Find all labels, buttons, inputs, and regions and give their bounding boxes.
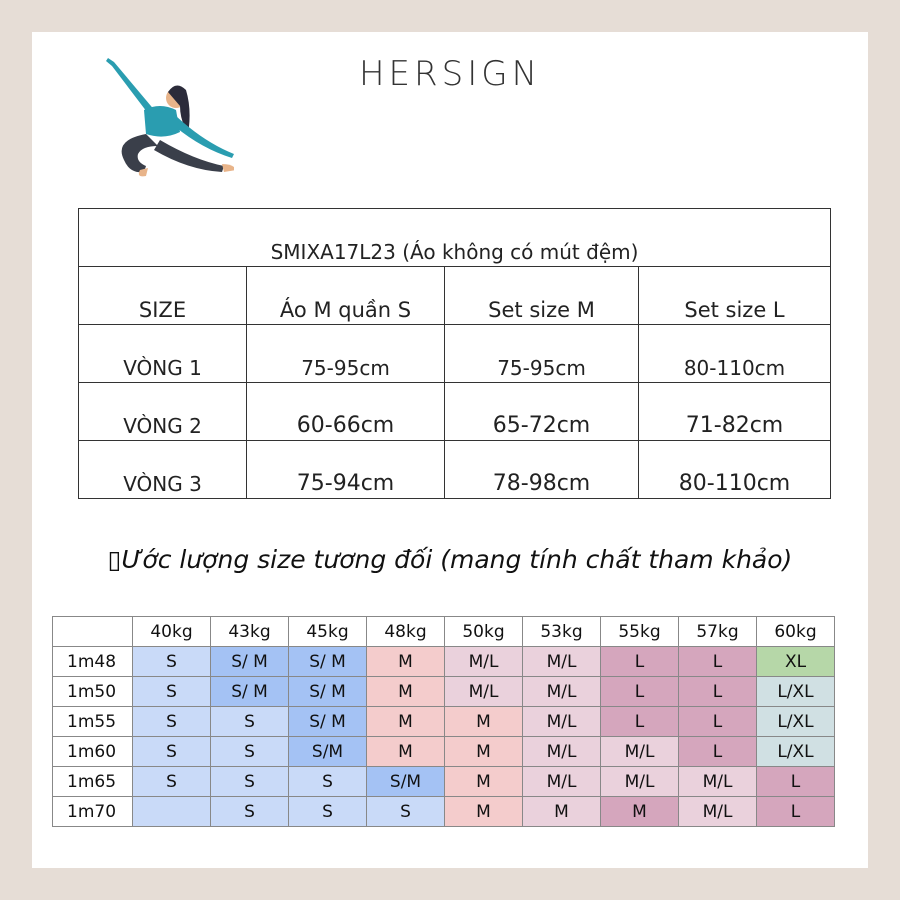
size-estimate-cell: L/XL: [757, 677, 835, 707]
size-estimate-cell: L: [601, 647, 679, 677]
size-header: Set size M: [445, 267, 639, 325]
height-label: 1m65: [53, 767, 133, 797]
missing-glyph-icon: ▯: [107, 545, 122, 574]
size-estimate-cell: M/L: [445, 647, 523, 677]
size-estimate-cell: M/L: [679, 797, 757, 827]
size-estimate-cell: S: [133, 737, 211, 767]
weight-header: 60kg: [757, 617, 835, 647]
size-estimate-cell: S/ M: [211, 677, 289, 707]
size-estimate-cell: M: [445, 707, 523, 737]
size-estimate-cell: S: [211, 737, 289, 767]
weight-header: 57kg: [679, 617, 757, 647]
size-cell: 71-82cm: [639, 383, 831, 441]
size-estimate-cell: M/L: [679, 767, 757, 797]
weight-header: 43kg: [211, 617, 289, 647]
size-row-label: VÒNG 1: [79, 325, 247, 383]
size-estimate-cell: L: [679, 647, 757, 677]
estimate-heading: [32, 545, 868, 574]
size-estimate-cell: S: [367, 797, 445, 827]
size-cell: 60-66cm: [247, 383, 445, 441]
size-estimate-cell: S/ M: [289, 707, 367, 737]
size-estimate-cell: L: [601, 677, 679, 707]
size-estimate-grid: [52, 616, 835, 827]
size-chart-card: [32, 32, 868, 868]
size-estimate-cell: M/L: [523, 737, 601, 767]
weight-header: 55kg: [601, 617, 679, 647]
height-label: 1m50: [53, 677, 133, 707]
size-cell: 65-72cm: [445, 383, 639, 441]
grid-row: [53, 707, 835, 737]
size-estimate-cell: S: [289, 797, 367, 827]
brand-logo: HERSIGN: [358, 54, 542, 94]
height-label: 1m48: [53, 647, 133, 677]
size-cell: 75-95cm: [445, 325, 639, 383]
size-estimate-cell: M/L: [601, 737, 679, 767]
grid-row: [53, 737, 835, 767]
size-cell: 80-110cm: [639, 441, 831, 499]
weight-header: 40kg: [133, 617, 211, 647]
estimate-title: Ước lượng size tương đối (mang tính chất tham khảo): [121, 545, 793, 574]
grid-corner: [53, 617, 133, 647]
size-estimate-cell: L: [679, 677, 757, 707]
size-estimate-cell: L: [601, 707, 679, 737]
grid-row: [53, 797, 835, 827]
size-estimate-cell: S/ M: [211, 647, 289, 677]
size-estimate-cell: M/L: [523, 647, 601, 677]
size-cell: 75-94cm: [247, 441, 445, 499]
height-label: 1m60: [53, 737, 133, 767]
size-estimate-cell: M/L: [523, 707, 601, 737]
size-estimate-cell: S: [211, 767, 289, 797]
size-estimate-cell: S: [133, 767, 211, 797]
size-estimate-cell: S: [133, 647, 211, 677]
size-estimate-cell: M/L: [445, 677, 523, 707]
size-cell: 75-95cm: [247, 325, 445, 383]
size-estimate-cell: S/M: [289, 737, 367, 767]
size-cell: 80-110cm: [639, 325, 831, 383]
size-estimate-cell: M: [523, 797, 601, 827]
size-estimate-cell: M: [367, 647, 445, 677]
size-estimate-cell: S/ M: [289, 677, 367, 707]
size-header: Áo M quần S: [247, 267, 445, 325]
size-estimate-cell: M: [601, 797, 679, 827]
weight-header: 48kg: [367, 617, 445, 647]
weight-header: 53kg: [523, 617, 601, 647]
size-estimate-cell: M: [445, 767, 523, 797]
size-row-label: VÒNG 3: [79, 441, 247, 499]
weight-header: 50kg: [445, 617, 523, 647]
size-estimate-cell: S/M: [367, 767, 445, 797]
size-estimate-cell: L/XL: [757, 737, 835, 767]
size-row-label: VÒNG 2: [79, 383, 247, 441]
size-estimate-cell: L: [757, 797, 835, 827]
size-estimate-cell: L/XL: [757, 707, 835, 737]
size-header: Set size L: [639, 267, 831, 325]
height-label: 1m55: [53, 707, 133, 737]
grid-row: [53, 647, 835, 677]
size-estimate-cell: [133, 797, 211, 827]
size-estimate-cell: M: [367, 677, 445, 707]
size-header: SIZE: [79, 267, 247, 325]
size-estimate-cell: M/L: [601, 767, 679, 797]
size-table-title: SMIXA17L23 (Áo không có mút đệm): [79, 209, 831, 267]
size-estimate-cell: M: [445, 737, 523, 767]
size-estimate-cell: XL: [757, 647, 835, 677]
size-estimate-cell: M: [367, 737, 445, 767]
size-estimate-cell: L: [679, 707, 757, 737]
size-spec-table: [78, 208, 831, 499]
size-estimate-cell: M: [367, 707, 445, 737]
size-estimate-cell: L: [757, 767, 835, 797]
weight-header: 45kg: [289, 617, 367, 647]
size-cell: 78-98cm: [445, 441, 639, 499]
height-label: 1m70: [53, 797, 133, 827]
grid-row: [53, 767, 835, 797]
size-estimate-cell: S: [211, 797, 289, 827]
grid-row: [53, 677, 835, 707]
size-estimate-cell: S/ M: [289, 647, 367, 677]
size-estimate-cell: M/L: [523, 767, 601, 797]
size-estimate-cell: S: [133, 677, 211, 707]
size-estimate-cell: S: [211, 707, 289, 737]
size-estimate-cell: M/L: [523, 677, 601, 707]
size-estimate-cell: S: [133, 707, 211, 737]
size-estimate-cell: M: [445, 797, 523, 827]
size-estimate-cell: L: [679, 737, 757, 767]
size-estimate-cell: S: [289, 767, 367, 797]
